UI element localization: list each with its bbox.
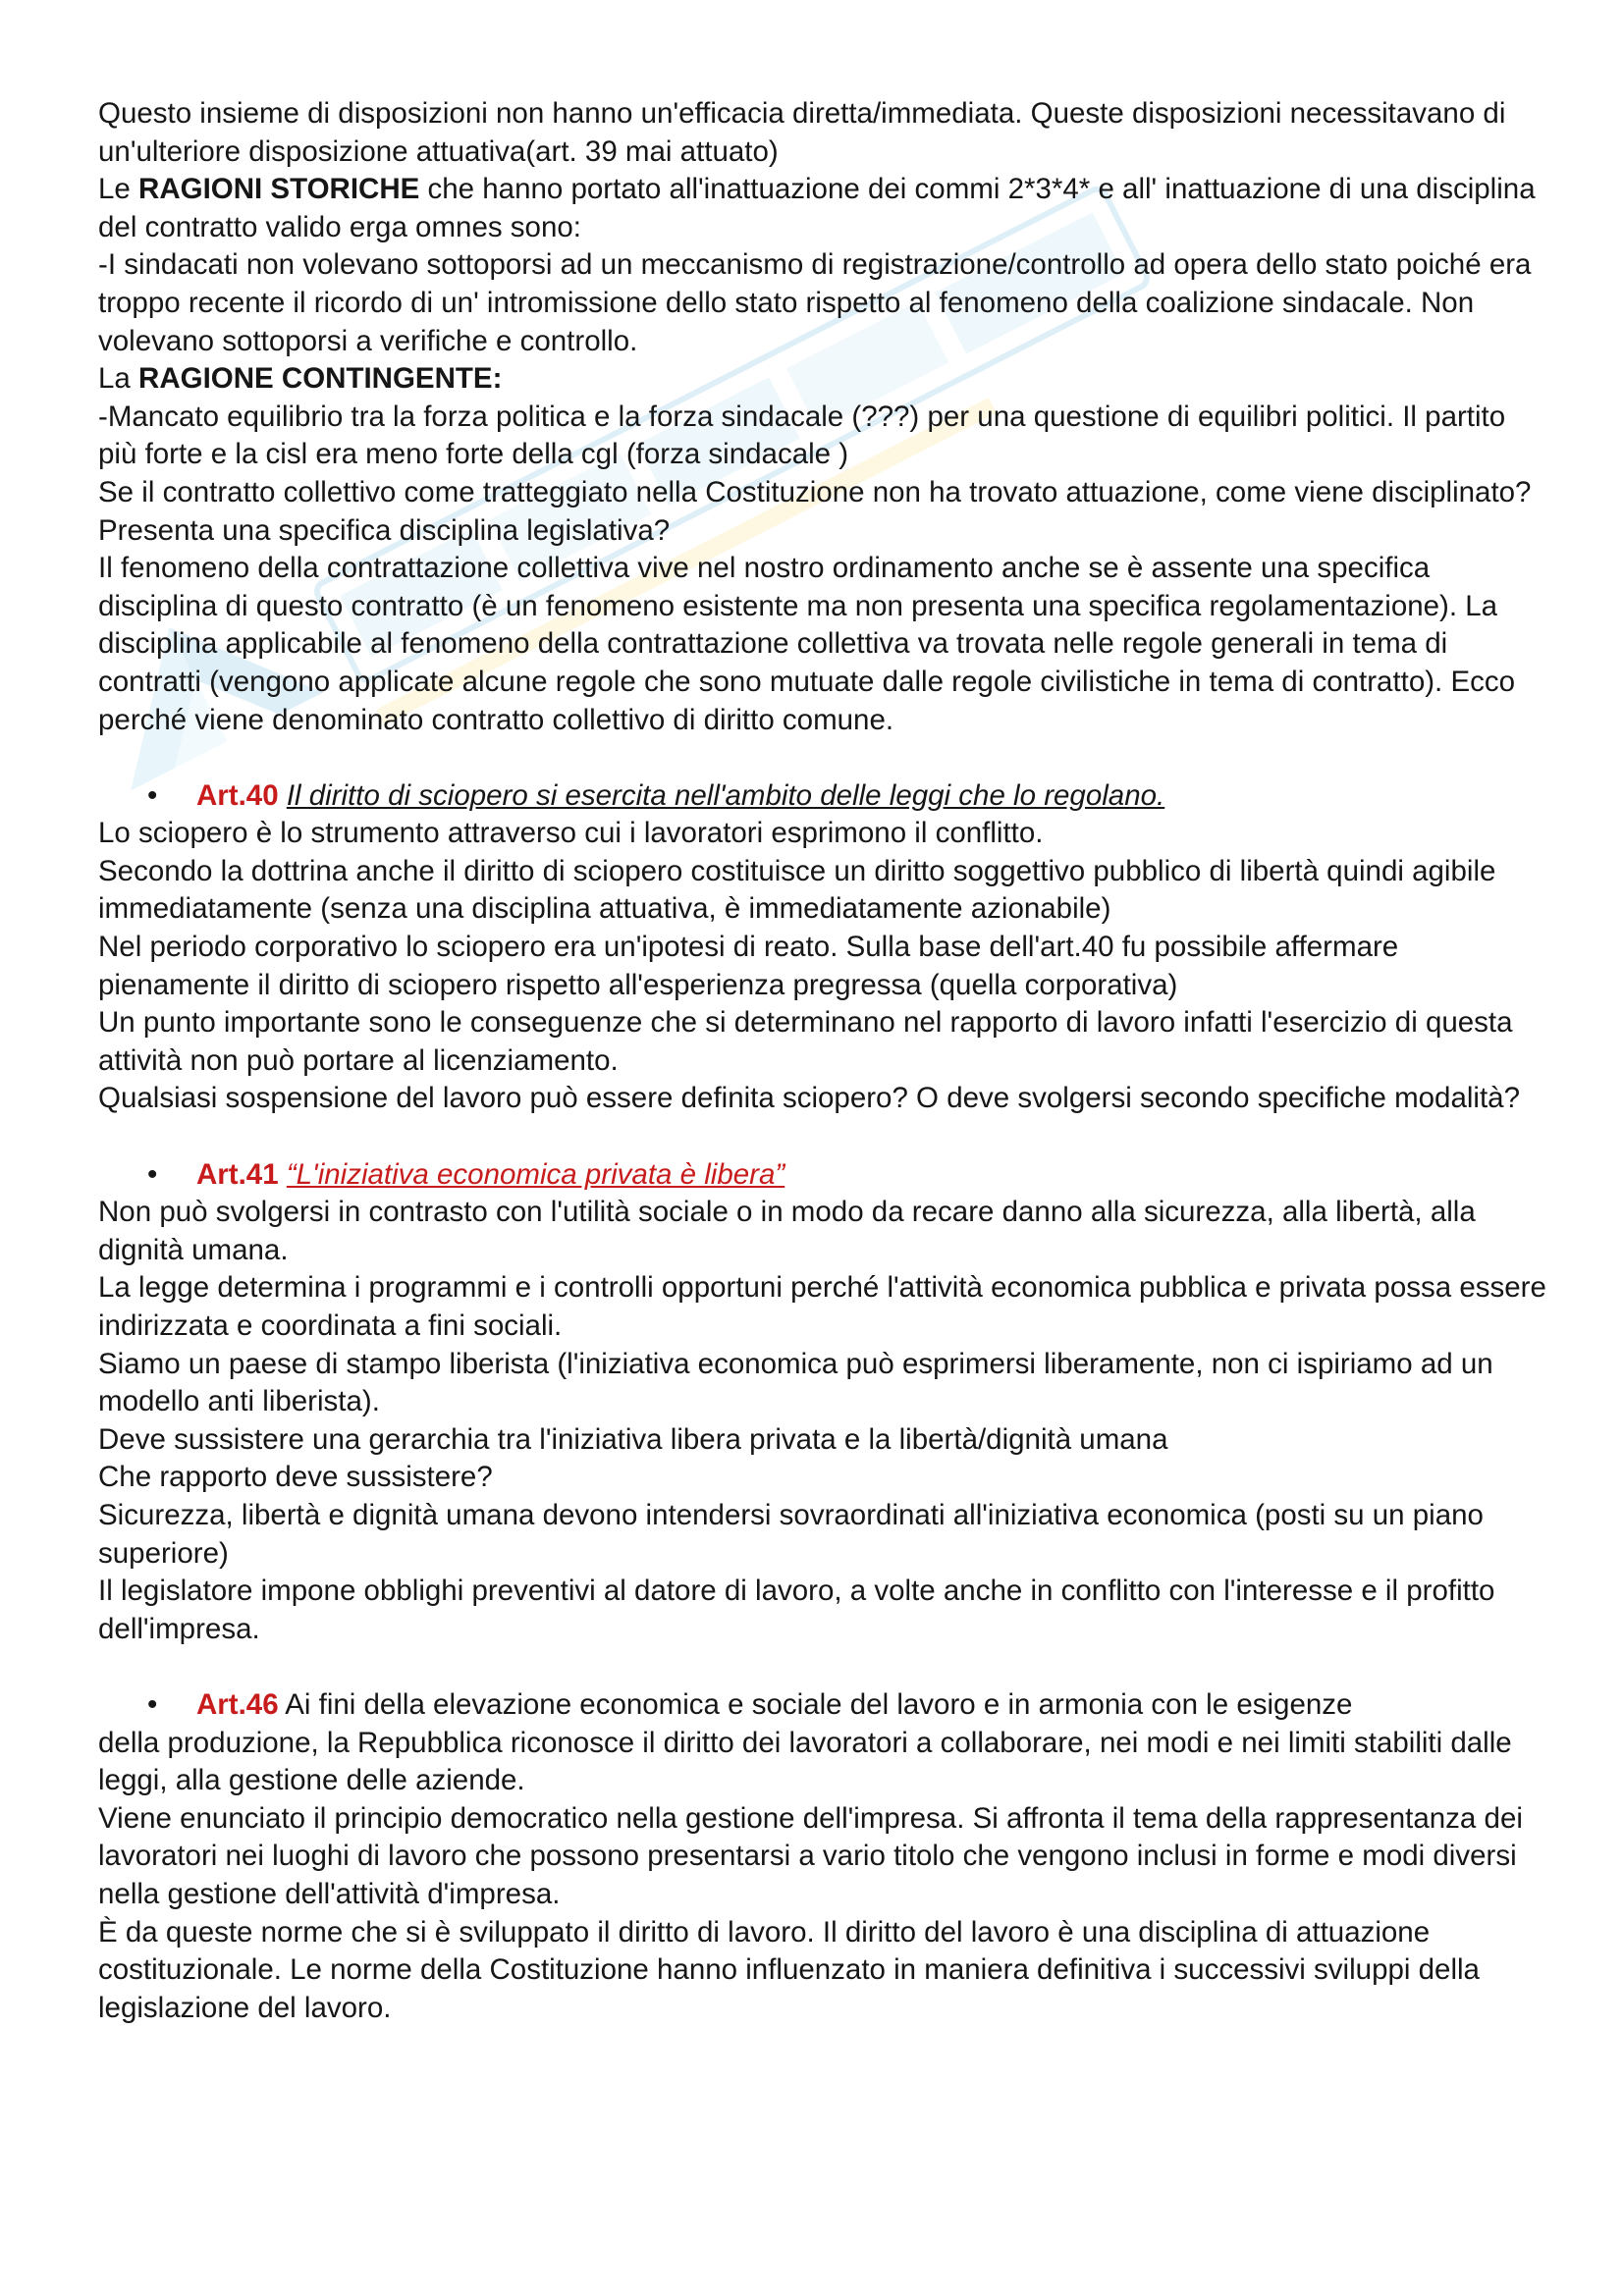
- paragraph: Il fenomeno della contrattazione collettiva vive nel nostro ordinamento anche se è assente una specifica disciplina di questo contratto (è un fenomeno esistente ma non presenta una specifica regolamentazione). La disciplina applicabile al fenomeno della contrattazione collettiva va trovata nelle regole generali in tema di contratti (vengono applicate alcune regole che sono mutuate dalle regole civilistiche in tema di contratto). Ecco perché viene denominato contratto collettivo di diritto comune.: [98, 552, 1516, 736]
- article-label: Art.41: [196, 1157, 279, 1191]
- paragraph: La RAGIONE CONTINGENTE:: [98, 362, 503, 396]
- paragraph: Le RAGIONI STORICHE che hanno portato all'inattuazione dei commi 2*3*4* e all' inattuazione di una disciplina del contratto valido erga omnes sono:: [98, 173, 1536, 243]
- document-page: [98, 95, 1551, 2027]
- paragraph: Secondo la dottrina anche il diritto di sciopero costituisce un diritto soggettivo pubblico di libertà quindi agibile immediatamente (senza una disciplina attuativa, è immediatamente azionabile): [98, 854, 1496, 926]
- paragraph: Qualsiasi sospensione del lavoro può essere definita sciopero? O deve svolgersi secondo specifiche modalità?: [98, 1082, 1520, 1115]
- paragraph: Questo insieme di disposizioni non hanno un'efficacia diretta/immediata. Queste disposizioni necessitavano di un'ulteriore disposizione attuativa(art. 39 mai attuato): [98, 97, 1506, 168]
- paragraph: La legge determina i programmi e i controlli opportuni perché l'attività economica pubblica e privata possa essere indirizzata e coordinata a fini sociali.: [98, 1271, 1546, 1342]
- article-label: Art.46: [196, 1687, 279, 1721]
- article-label: Art.40: [196, 778, 279, 812]
- article-heading-art41: [98, 1156, 1551, 1195]
- paragraph: -Mancato equilibrio tra la forza politica e la forza sindacale (???) per una questione di equilibri politici. Il partito più forte e la cisl era meno forte della cgl (forza sindacale ): [98, 400, 1506, 471]
- article-quote: Il diritto di sciopero si esercita nell'ambito delle leggi che lo regolano.: [286, 778, 1165, 812]
- article-quote: “L'iniziativa economica privata è libera”: [286, 1157, 785, 1191]
- paragraph: Deve sussistere una gerarchia tra l'iniziativa libera privata e la libertà/dignità umana: [98, 1422, 1168, 1456]
- paragraph: Non può svolgersi in contrasto con l'utilità sociale o in modo da recare danno alla sicurezza, alla libertà, alla dignità umana.: [98, 1196, 1476, 1266]
- bullet-icon: •: [147, 1157, 158, 1191]
- bold-heading: RAGIONI STORICHE: [138, 173, 420, 206]
- article-text: Ai fini della elevazione economica e sociale del lavoro e in armonia con le esigenze: [278, 1687, 1353, 1721]
- paragraph: È da queste norme che si è sviluppato il diritto di lavoro. Il diritto del lavoro è una disciplina di attuazione costituzionale. Le norme della Costituzione hanno influenzato in maniera definitiva i successivi sviluppi della legislazione del lavoro.: [98, 1915, 1480, 2024]
- bullet-icon: •: [147, 778, 158, 812]
- paragraph: Nel periodo corporativo lo sciopero era un'ipotesi di reato. Sulla base dell'art.40 fu possibile affermare pienamente il diritto di sciopero rispetto all'esperienza pregressa (quella corporativa): [98, 931, 1399, 1001]
- paragraph: Sicurezza, libertà e dignità umana devono intendersi sovraordinati all'iniziativa economica (posti su un piano superiore): [98, 1498, 1484, 1570]
- paragraph: Lo sciopero è lo strumento attraverso cui i lavoratori esprimono il conflitto.: [98, 817, 1044, 850]
- article-heading-art40: [98, 777, 1551, 816]
- paragraph: Un punto importante sono le conseguenze che si determinano nel rapporto di lavoro infatti l'esercizio di questa attività non può portare al licenziamento.: [98, 1006, 1513, 1077]
- paragraph: -I sindacati non volevano sottoporsi ad un meccanismo di registrazione/controllo ad opera dello stato poiché era troppo recente il ricordo di un' intromissione dello stato rispetto al fenomeno della coalizione sindacale. Non volevano sottoporsi a verifiche e controllo.: [98, 248, 1532, 357]
- paragraph: della produzione, la Repubblica riconosce il diritto dei lavoratori a collaborare, nei modi e nei limiti stabiliti dalle leggi, alla gestione delle aziende.: [98, 1726, 1512, 1797]
- bullet-icon: •: [147, 1687, 158, 1721]
- article-heading-art46: [98, 1686, 1551, 1725]
- paragraph: Viene enunciato il principio democratico nella gestione dell'impresa. Si affronta il tema della rappresentanza dei lavoratori nei luoghi di lavoro che possono presentarsi a vario titolo che vengono inclusi in forme e modi diversi nella gestione dell'attività d'impresa.: [98, 1801, 1523, 1910]
- paragraph: Se il contratto collettivo come tratteggiato nella Costituzione non ha trovato attuazione, come viene disciplinato? Presenta una specifica disciplina legislativa?: [98, 475, 1532, 547]
- bold-heading: RAGIONE CONTINGENTE:: [138, 362, 503, 396]
- paragraph: Il legislatore impone obblighi preventivi al datore di lavoro, a volte anche in conflitto con l'interesse e il profitto dell'impresa.: [98, 1575, 1495, 1645]
- paragraph: Siamo un paese di stampo liberista (l'iniziativa economica può esprimersi liberamente, non ci ispiriamo ad un modello anti liberista).: [98, 1347, 1493, 1418]
- paragraph: Che rapporto deve sussistere?: [98, 1461, 493, 1494]
